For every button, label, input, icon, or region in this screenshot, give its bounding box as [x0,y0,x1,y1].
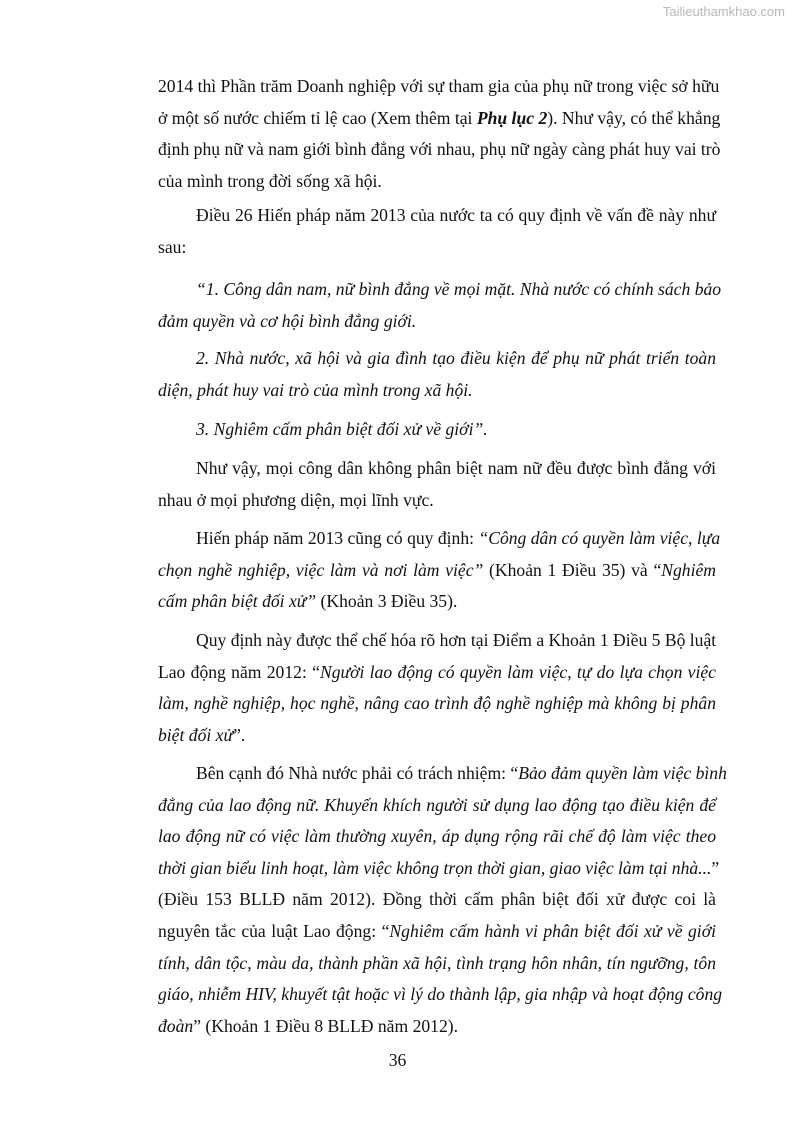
watermark: Tailieuthamkhao.com [662,4,785,19]
text-line [158,821,716,853]
text-run: định phụ nữ và nam giới bình đẳng với nhau, phụ nữ ngày càng phát huy vai trò [158,139,721,160]
text-run: Lao động năm 2012: “ [158,661,320,682]
text-line [158,414,716,446]
emphasized-text: diện, phát huy vai trò của mình trong xã hội. [158,379,473,400]
text-run: ” [711,857,720,878]
emphasized-text: đảm quyền và cơ hội bình đẳng giới. [158,310,417,331]
text-run: của mình trong đời sống xã hội. [158,170,382,191]
emphasized-text: “1. Công dân nam, nữ bình đẳng về mọi mặt. Nhà nước có chính sách bảo [196,279,722,299]
paragraph [158,523,721,618]
text-line [158,306,716,338]
text-run: ” (Khoản 1 Điều 8 BLLĐ năm 2012). [193,1015,459,1036]
text-run: sau: [158,236,187,257]
text-line [158,625,716,657]
page-number: 36 [388,1050,407,1070]
emphasized-text: Nghiêm cấm hành vi phân biệt đối xử về giới [389,920,716,941]
emphasized-text: biệt đối xử [158,724,234,745]
emphasized-text: làm, nghề nghiệp, học nghề, nâng cao trình độ nghề nghiệp mà không bị phân [158,693,716,714]
text-run: Điều 26 Hiến pháp năm 2013 của nước ta có quy định về vấn đề này như [196,205,716,225]
text-run: Như vậy, mọi công dân không phân biệt nam nữ đều được bình đẳng với [196,458,716,478]
emphasized-text: đẳng của lao động nữ. Khuyến khích người sử dụng lao động tạo điều kiện để [158,794,716,815]
text-line [158,232,716,264]
text-run: ở một số nước chiếm tỉ lệ cao (Xem thêm tại [158,107,477,128]
emphasized-text: chọn nghề nghiệp, việc làm và nơi làm việc” [158,559,484,580]
emphasized-text: đoàn [158,1015,194,1036]
text-line [158,790,716,822]
text-run: nhau ở mọi phương diện, mọi lĩnh vực. [158,489,434,510]
emphasized-text: giáo, nhiễm HIV, khuyết tật hoặc vì lý do thành lập, gia nhập và hoạt động công [158,984,723,1005]
text-run: Hiến pháp năm 2013 cũng có quy định: [196,528,479,548]
text-run: Quy định này được thể chế hóa rõ hơn tại Điểm a Khoản 1 Điều 5 Bộ luật [196,630,717,650]
text-line [158,453,716,485]
emphasized-text: thời gian biểu linh hoạt, làm việc không trọn thời gian, giao việc làm tại nhà... [158,857,712,878]
text-line [158,884,716,916]
paragraph [158,200,716,263]
text-run: (Điều 153 BLLĐ năm 2012). Đồng thời cấm phân biệt đối xử được coi là [158,889,716,910]
text-run: 2014 thì Phần trăm Doanh nghiệp với sự tham gia của phụ nữ trong việc sở hữu [158,76,720,96]
paragraph [158,453,716,516]
text-line [158,200,716,232]
text-line [158,979,723,1011]
emphasized-text: tính, dân tộc, màu da, thành phần xã hội, tình trạng hôn nhân, tín ngưỡng, tôn [158,952,716,973]
emphasized-text: lao động nữ có việc làm thường xuyên, áp dụng rộng rãi chế độ làm việc theo [158,826,716,847]
paragraph [158,343,716,406]
text-line [158,71,720,103]
text-line [158,758,727,790]
text-line [158,375,716,407]
text-line [158,948,716,980]
emphasized-text: 3. Nghiêm cấm phân biệt đối xử về giới”. [196,419,488,439]
text-run: ). Như vậy, có thể khẳng [547,107,721,128]
text-line [158,343,716,375]
text-line [158,1011,716,1043]
text-line [158,916,716,948]
text-line [158,720,716,752]
paragraph [158,274,722,337]
emphasized-text: Người lao động có quyền làm việc, tự do lựa chọn việc [319,661,716,682]
text-run: Bên cạnh đó Nhà nước phải có trách nhiệm: “ [196,763,519,783]
text-line [158,134,721,166]
paragraph [158,71,721,197]
text-run: (Khoản 1 Điều 35) và “ [483,559,662,580]
text-line [158,523,721,555]
text-line [158,555,716,587]
text-line [158,103,721,135]
paragraph [158,758,727,1042]
text-run: (Khoản 3 Điều 35). [316,591,458,612]
text-line [158,485,716,517]
paragraph [158,625,716,751]
text-run: nguyên tắc của luật Lao động: “ [158,920,390,941]
text-line [158,586,716,618]
text-line [158,688,716,720]
text-line [158,274,722,306]
text-run: ”. [233,724,246,745]
text-line [158,853,720,885]
emphasized-text: Phụ lục 2 [476,107,548,128]
emphasized-text: cấm phân biệt đối xử” [158,591,317,612]
text-line [158,657,716,689]
emphasized-text: 2. Nhà nước, xã hội và gia đình tạo điều kiện để phụ nữ phát triển toàn [196,348,716,368]
emphasized-text: Bảo đảm quyền làm việc bình [518,763,727,783]
emphasized-text: “Công dân có quyền làm việc, lựa [478,528,721,548]
text-line [158,166,716,198]
emphasized-text: Nghiêm [661,559,716,580]
paragraph [158,414,716,446]
